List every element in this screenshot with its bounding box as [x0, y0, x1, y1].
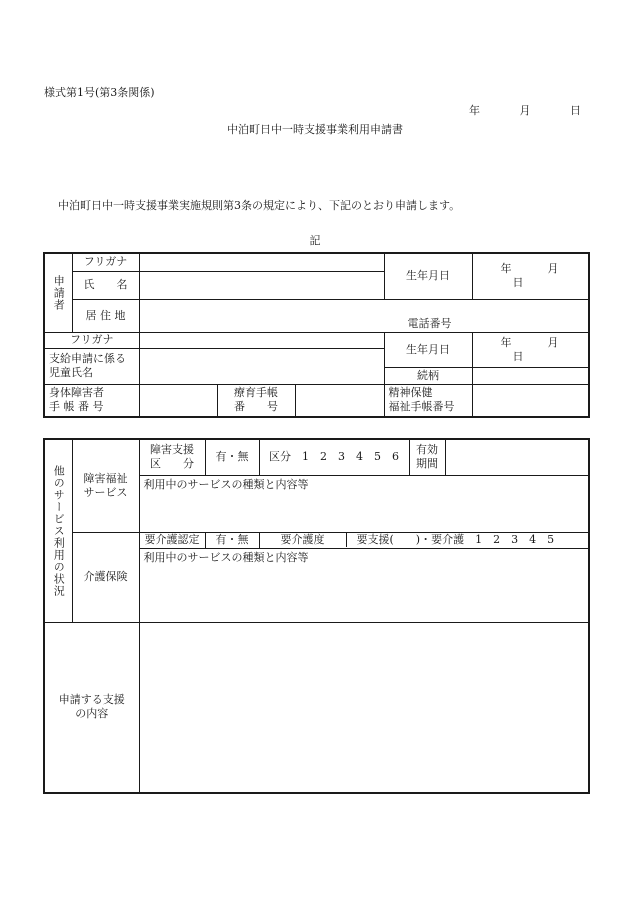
intro-text: 中泊町日中一時支援事業実施規則第3条の規定により、下記のとおり申請します。: [58, 199, 461, 212]
child-name-field[interactable]: [139, 348, 384, 384]
support-request-field[interactable]: [139, 622, 589, 793]
disability-content-field[interactable]: 利用中のサービスの種類と内容等: [139, 475, 589, 532]
applicant-address-label: 居 住 地: [72, 299, 139, 332]
phone-label: 電話番号: [407, 316, 452, 330]
applicant-table: [43, 252, 590, 418]
applicant-furigana-field[interactable]: [139, 253, 384, 271]
services-side-label: 他のサービス利用の状況: [44, 439, 72, 622]
child-birthdate-label: 生年月日: [384, 332, 472, 367]
applicant-name-label: 氏 名: [72, 271, 139, 299]
child-furigana-label: フリガナ: [44, 332, 139, 348]
mental-handbook-field[interactable]: [472, 384, 589, 417]
page-title: 中泊町日中一時支援事業利用申請書: [227, 123, 403, 136]
disability-service-label: 障害福祉 サービス: [72, 439, 139, 532]
care-level-row: [259, 532, 589, 548]
care-yes-no[interactable]: 有・無: [205, 532, 259, 548]
relationship-label: 続柄: [384, 367, 472, 384]
submission-date: [469, 104, 581, 118]
ki-label: 記: [309, 234, 321, 247]
care-level-label: 要介護度: [260, 533, 347, 547]
relationship-field[interactable]: [472, 367, 589, 384]
month-label: 月: [519, 104, 531, 117]
applicant-furigana-label: フリガナ: [72, 253, 139, 271]
support-category-label: 障害支援 区 分: [139, 439, 205, 475]
ryoiku-handbook-label: 療育手帳 番 号: [217, 384, 295, 417]
care-level-selector[interactable]: 要支援( )・要介護 1 2 3 4 5: [356, 533, 555, 546]
physical-handbook-label: 身体障害者 手 帳 番 号: [44, 384, 139, 417]
ryoiku-handbook-field[interactable]: [295, 384, 384, 417]
disability-yes-no[interactable]: 有・無: [205, 439, 259, 475]
applicant-side-label: 申請者: [44, 253, 72, 332]
category-selector[interactable]: 区分 1 2 3 4 5 6: [259, 439, 409, 475]
child-birthdate-field[interactable]: 年 月日: [472, 332, 589, 367]
care-insurance-label: 介護保険: [72, 532, 139, 622]
day-label: 日: [570, 104, 581, 117]
services-table: [43, 438, 590, 794]
support-request-label: 申請する支援 の内容: [44, 622, 139, 793]
care-content-field[interactable]: 利用中のサービスの種類と内容等: [139, 548, 589, 622]
child-furigana-field[interactable]: [139, 332, 384, 348]
applicant-address-field[interactable]: [139, 299, 589, 332]
physical-handbook-field[interactable]: [139, 384, 217, 417]
year-label: 年: [469, 104, 480, 117]
child-name-label: 支給申請に係る 児童氏名: [44, 348, 139, 384]
mental-handbook-label: 精神保健 福祉手帳番号: [384, 384, 472, 417]
valid-period-field[interactable]: [445, 439, 589, 475]
applicant-birthdate-label: 生年月日: [384, 253, 472, 299]
applicant-birthdate-field[interactable]: 年 月日: [472, 253, 589, 299]
valid-period-label: 有効 期間: [409, 439, 445, 475]
applicant-name-field[interactable]: [139, 271, 384, 299]
care-certification-label: 要介護認定: [139, 532, 205, 548]
form-number: 様式第1号(第3条関係): [44, 86, 155, 99]
